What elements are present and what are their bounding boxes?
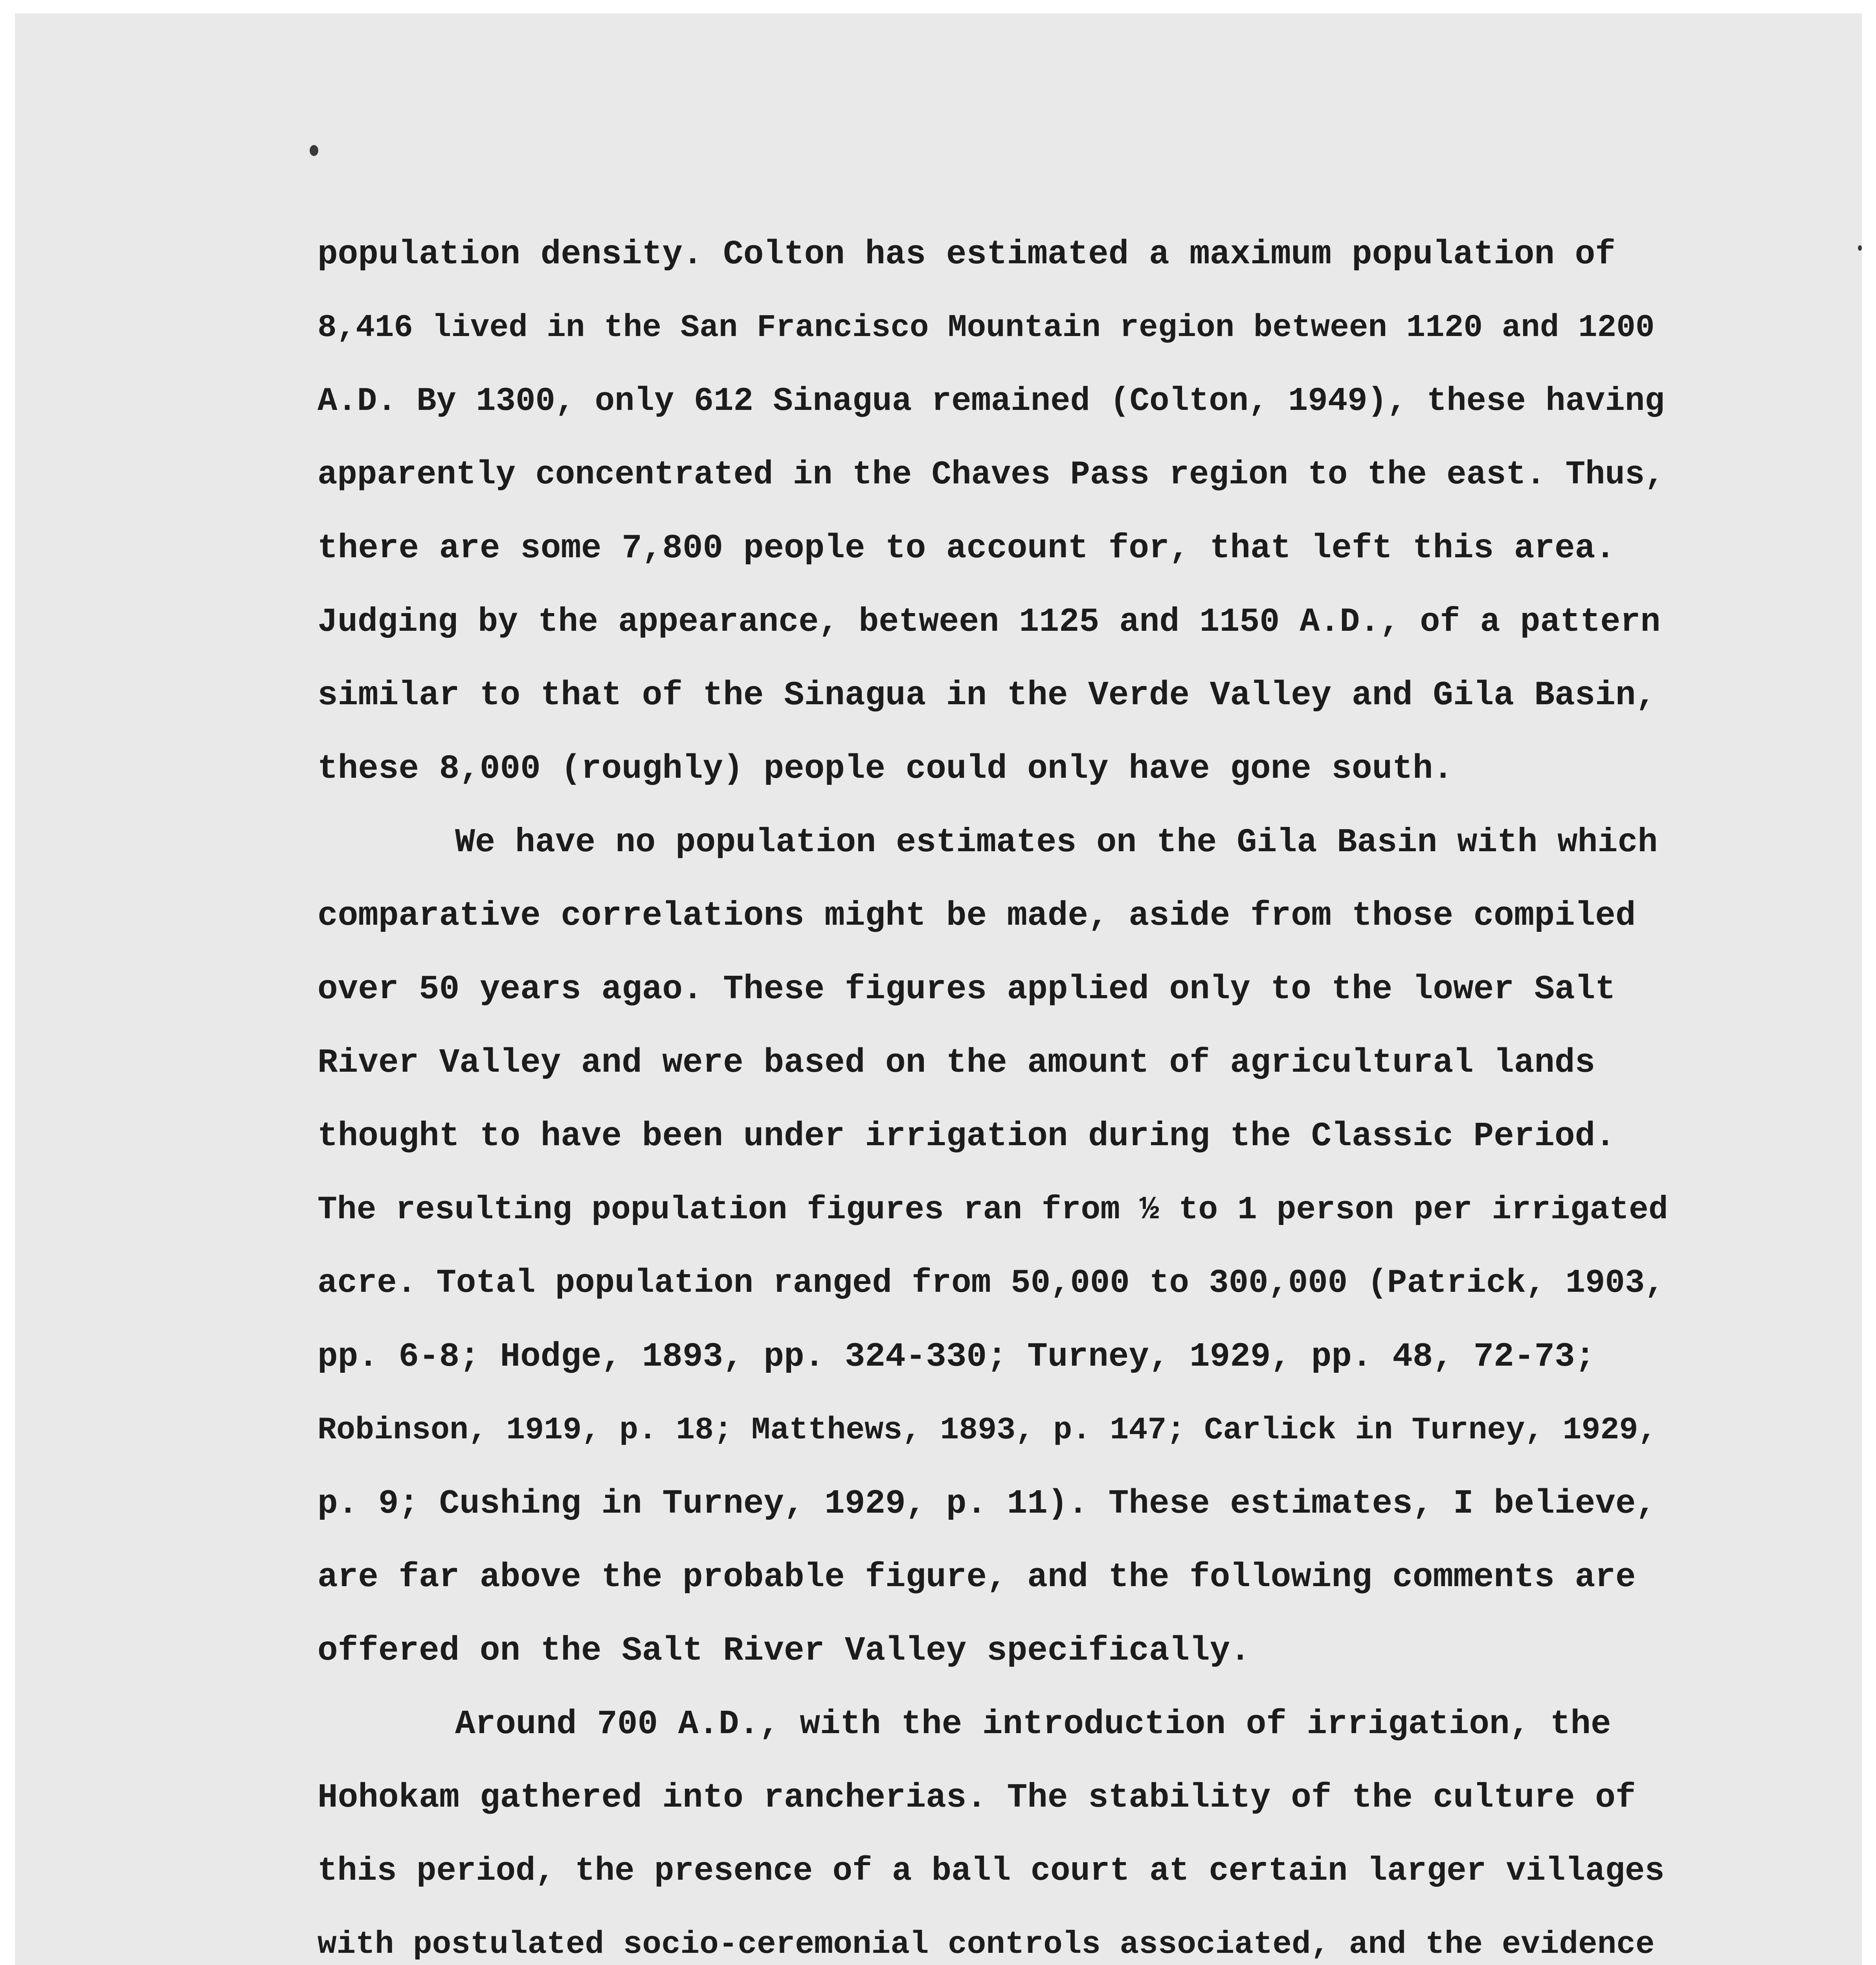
- text-line: We have no population estimates on the Gila Basin with which: [455, 823, 1658, 861]
- text-line: pp. 6-8; Hodge, 1893, pp. 324-330; Turney, 1929, pp. 48, 72-73;: [318, 1337, 1595, 1376]
- text-line: The resulting population figures ran from ½ to 1 person per irrigated: [318, 1191, 1668, 1228]
- document-page: [15, 13, 1862, 1965]
- text-line: this period, the presence of a ball court at certain larger villages: [318, 1853, 1665, 1890]
- text-line: comparative correlations might be made, aside from those compiled: [318, 896, 1636, 935]
- text-line: population density. Colton has estimated a maximum population of: [318, 235, 1615, 274]
- text-line: over 50 years agao. These figures applied only to the lower Salt: [318, 970, 1615, 1008]
- text-line: offered on the Salt River Valley specifically.: [318, 1631, 1250, 1670]
- text-line: Robinson, 1919, p. 18; Matthews, 1893, p. 147; Carlick in Turney, 1929,: [318, 1412, 1657, 1448]
- text-line: Judging by the appearance, between 1125 and 1150 A.D., of a pattern: [318, 603, 1661, 641]
- paragraph-3: [318, 1688, 1669, 1965]
- text-line: apparently concentrated in the Chaves Pass region to the east. Thus,: [318, 456, 1665, 494]
- text-line: with postulated socio-ceremonial controls associated, and the evidence: [318, 1927, 1655, 1963]
- paragraph-1: [318, 218, 1669, 806]
- text-line: 8,416 lived in the San Francisco Mountain region between 1120 and 1200: [318, 310, 1655, 346]
- text-line: A.D. By 1300, only 612 Sinagua remained (Colton, 1949), these having: [318, 383, 1665, 420]
- text-line: thought to have been under irrigation during the Classic Period.: [318, 1117, 1615, 1155]
- paper-speck: [310, 145, 318, 156]
- text-line: Around 700 A.D., with the introduction of irrigation, the: [455, 1705, 1611, 1743]
- text-line: acre. Total population ranged from 50,000 to 300,000 (Patrick, 1903,: [318, 1265, 1665, 1302]
- text-line: p. 9; Cushing in Turney, 1929, p. 11). These estimates, I believe,: [318, 1484, 1656, 1523]
- text-line: are far above the probable figure, and the following comments are: [318, 1558, 1636, 1596]
- text-line: Hohokam gathered into rancherias. The stability of the culture of: [318, 1778, 1636, 1817]
- text-line: River Valley and were based on the amount of agricultural lands: [318, 1043, 1595, 1082]
- text-line: these 8,000 (roughly) people could only have gone south.: [318, 749, 1454, 788]
- text-line: there are some 7,800 people to account for, that left this area.: [318, 529, 1615, 567]
- paper-speck: [1858, 245, 1862, 251]
- paragraph-2: [318, 806, 1669, 1688]
- body-text: [318, 218, 1669, 1965]
- text-line: similar to that of the Sinagua in the Verde Valley and Gila Basin,: [318, 676, 1656, 714]
